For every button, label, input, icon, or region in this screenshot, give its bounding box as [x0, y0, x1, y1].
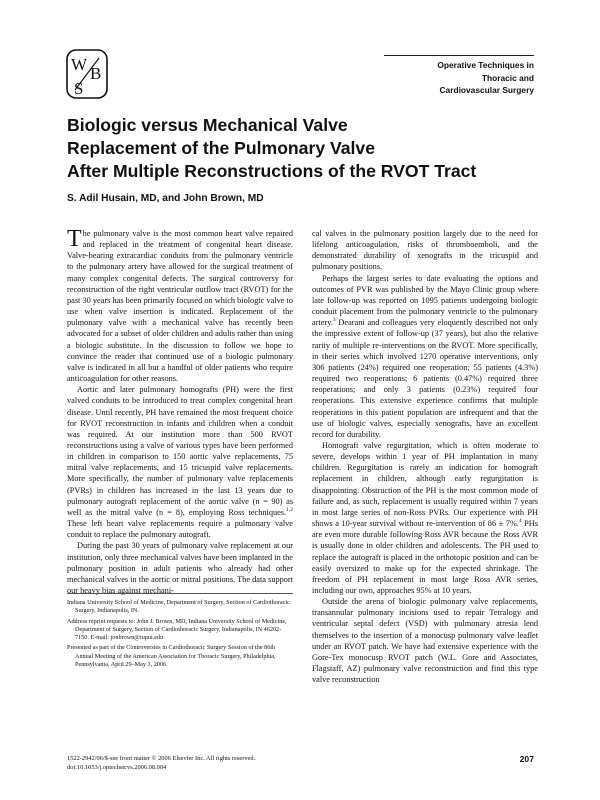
note-reprint-address: Address reprint requests to: John J. Brown, MD, Indiana University School of Medicine, Department of Surgery, Section of Cardiothoracic Surgery, Indianapolis, IN 46202-7150. E-mail: jonbrown@iupui.edu [67, 617, 287, 642]
journal-line-3: Cardiovascular Surgery [439, 85, 534, 95]
paragraph: Perhaps the largest series to date evaluating the options and outcomes of PVR was published by the Mayo Clinic group where late follow-up was reported on 1095 patients undergoing biologic conduit placement from the pulmonary ventricle to the pulmonary artery.$^3$ Dearani and colleagues very eloquently described not only the impressive extent of follow-up (37 years), but also the relative rarity of multiple re-interventions on the RVOT. More specifically, in their series which involved 1270 operative interventions, only 306 patients (24%) required one reoperation; 55 patients (4.3%) required two reoperations; 6 patients (0.47%) required three reoperations; and only 3 patients (0.23%) required four reoperations. This extensive experience confirms that multiple reoperations in this patient population are infrequent and that the use of biologic valves, especially xenografts, have an excellent record for durability. [312, 273, 538, 439]
copyright-line: 1522-2942/06/$-see front matter © 2006 Elsevier Inc. All rights reserved. [67, 755, 256, 762]
journal-name [384, 55, 534, 97]
svg-text:S: S [74, 79, 84, 98]
title-line-2: Replacement of the Pulmonary Valve [67, 138, 375, 158]
reference-marker: 4 [518, 518, 522, 525]
journal-line-1: Operative Techniques in [437, 60, 534, 70]
paragraph: During the past 30 years of pulmonary valve replacement at our institution, only three mechanical valves have been implanted in the pulmonary position in adult patients who already had other mechanical valves in the aortic or mitral positions. The data support our heavy bias against mechani- [67, 541, 293, 595]
paragraph: The pulmonary valve is the most common heart valve repaired and replaced in the treatment of congenital heart disease. Valve-bearing extracardiac conduits from the pulmonary ventricle to the pulmonary artery have allowed for the surgical treatment of many complex congenital defects. The surgical controversy for reconstruction of the right ventricular outflow tract (RVOT) for the past 30 years has been primarily focused on which biologic valve to use when valve insertion is indicated. Replacement of the pulmonary valve with a mechanical valve has recently been advocated for a subset of older children and adults rather than using a biologic substitute. In the discussion to follow we hope to convince the reader that continued use of a biologic pulmonary valve is indicated in all but a handful of older patients who require anticoagulation for other reasons. [67, 226, 293, 384]
paragraph: Aortic and later pulmonary homografts (PH) were the first valved conduits to be introduced to treat complex congenital heart disease. Until recently, PH have remained the most frequent choice for RVOT reconstruction in infants and children when a conduit was required. At our institution more than 500 RVOT reconstructions using a valve of various types have been performed in children in comparison to 150 aortic valve replacements, 75 mitral valve replacements, and 15 tricuspid valve replacements. More specifically, the number of pulmonary valve replacements (PVRs) in children has increased in the last 13 years due to pulmonary autograft replacement of the aortic valve (n = 90) as well as the mitral valve (n = 8), employing Ross techniques.$^{1,2}$ These left heart valve replacements require a pulmonary valve conduit to replace the pulmonary autograft. [67, 385, 293, 540]
doi-line: doi:10.1053/j.optechstcvs.2006.08.004 [67, 763, 167, 771]
svg-text:W: W [71, 55, 88, 74]
article-title [67, 114, 547, 183]
affiliation-notes [67, 593, 293, 671]
title-line-1: Biologic versus Mechanical Valve [67, 115, 348, 135]
note-affiliation: Indiana University School of Medicine, Department of Surgery, Section of Cardiothoracic Surgery, Indianapolis, IN. [67, 599, 290, 615]
paragraph: cal valves in the pulmonary position largely due to the need for lifelong anticoagulation, risks of thromboemboli, and the demonstrated durability of xenografts in the tricuspid and pulmonary positions. [312, 229, 538, 272]
page-number: 207 [519, 754, 534, 764]
paragraph: Outside the arena of biologic pulmonary valve replacements, transannular pulmonary incisions used to repair Tetralogy and ventricular septal defect (VSD) with pulmonary atresia lend themselves to the insertion of a monocusp pulmonary valve leaflet under an RVOT patch. We have had extensive experience with the Gore-Tex monocusp RVOT patch (W.L. Gore and Associates, Flagstaff, AZ) pulmonary valve reconstruction and find this type valve reconstruction [312, 597, 538, 685]
right-column [312, 228, 538, 758]
reference-marker: 1,2 [286, 507, 293, 514]
note-presentation: Presented as part of the Controversies in Cardiothoracic Surgery Session of the 86th Annual Meeting of the American Association for Thoracic Surgery, Philadelphia, Pennsylvania, April 29–May 3, 2006. [67, 644, 276, 669]
journal-line-2: Thoracic and [481, 72, 534, 83]
article-authors: S. Adil Husain, MD, and John Brown, MD [67, 193, 264, 204]
reference-marker: 3 [332, 317, 336, 324]
paragraph: Homograft valve regurgitation, which is often moderate to severe, develops within 1 year of PH implantation in many children. Regurgitation is rarely an indication for homograft replacement in children, although early regurgitation is disappointing. Obstruction of the PH is the most common mode of failure and, as such, replacement is usually required within 7 years in most large series of non-Ross PVRs. Our experience with PH shows a 10-year survival without re-intervention of 86 ± 7%.$^4$ PHs are even more durable following Ross AVR because the Ross AVR is usually done in older children and adolescents. The PH used to replace the autograft is placed in the orthotopic position and can be easily oversized to make up for the expected shrinkage. The freedom of PH replacement in most large Ross AVR series, including our own, approaches 95% at 10 years. [312, 440, 538, 595]
drop-cap: T [67, 226, 82, 252]
left-column [67, 226, 293, 595]
copyright-footer [67, 755, 307, 772]
wbs-publisher-logo-icon [66, 49, 108, 99]
svg-text:B: B [90, 64, 102, 83]
title-line-3: After Multiple Reconstructions of the RVOT Tract [67, 161, 477, 181]
